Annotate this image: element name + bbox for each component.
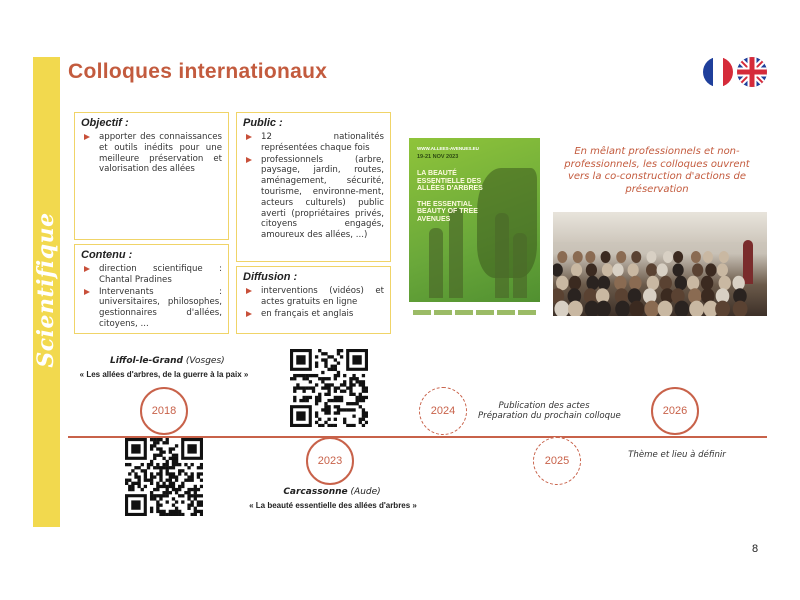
contenu-box — [74, 244, 229, 334]
diffusion-item: interventions (vidéos) et actes gratuits en ligne — [243, 286, 384, 308]
objectif-box — [74, 112, 229, 240]
page-number: 8 — [752, 543, 759, 555]
contenu-item: direction scientifique : Chantal Pradines — [81, 264, 222, 286]
diffusion-box — [236, 266, 391, 334]
poster-text: WWW.ALLEES-AVENUES.EU 19-21 NOV 2023 LA BEAUTÉ ESSENTIELLE DES ALLÉES D'ARBRES THE ESSENTIAL BEAUTY OF TREE AVENUES — [417, 146, 483, 223]
side-label: Scientifique — [33, 212, 59, 368]
public-item: professionnels (arbre, paysage, jardin, routes, aménagement, sécurité, tourisme, environne-ment, acteurs culturels) public averti (propriétaires privés, citoyens engagés, amoureux des allées, ...) — [243, 155, 384, 241]
year-2026-circle: 2026 — [651, 387, 699, 435]
contenu-heading: Contenu : — [81, 249, 133, 261]
public-heading: Public : — [243, 117, 283, 129]
note-2026: Thème et lieu à définir — [628, 450, 726, 460]
objectif-heading: Objectif : — [81, 117, 129, 129]
note-2024: Publication des actes Préparation du prochain colloque — [478, 401, 621, 421]
year-2024-circle: 2024 — [419, 387, 467, 435]
liffol-theme: « Les allées d'arbres, de la guerre à la paix » — [79, 370, 249, 379]
liffol-place: Liffol-le-Grand (Vosges) — [110, 356, 225, 366]
objectif-item: apporter des connaissances et outils inédits pour une meilleure préservation et valorisation des allées — [81, 132, 222, 175]
contenu-item: Intervenants : universitaires, philosophes, gestionnaires d'allées, citoyens, ... — [81, 287, 222, 330]
qr-code-2018[interactable] — [125, 438, 203, 516]
year-2023-circle: 2023 — [306, 437, 354, 485]
year-2018-circle: 2018 — [140, 387, 188, 435]
public-item: 12 nationalités représentées chaque fois — [243, 132, 384, 154]
diffusion-heading: Diffusion : — [243, 271, 298, 283]
diffusion-item: en français et anglais — [243, 309, 384, 320]
carcassonne-place: Carcassonne (Aude) — [283, 487, 381, 497]
conference-audience-photo — [553, 212, 767, 316]
colloquium-poster — [409, 138, 540, 322]
page-title: Colloques internationaux — [68, 60, 328, 83]
public-box — [236, 112, 391, 262]
quote-text: En mêlant professionnels et non-professionnels, les colloques ouvrent vers la co-construction d'actions de préservation — [564, 146, 750, 195]
carcassonne-theme: « La beauté essentielle des allées d'arbres » — [249, 501, 417, 510]
qr-code-2023[interactable] — [290, 349, 368, 427]
year-2025-circle: 2025 — [533, 437, 581, 485]
poster-partner-logos — [409, 302, 540, 322]
french-flag-icon[interactable] — [703, 57, 733, 87]
uk-flag-icon[interactable] — [737, 57, 767, 87]
